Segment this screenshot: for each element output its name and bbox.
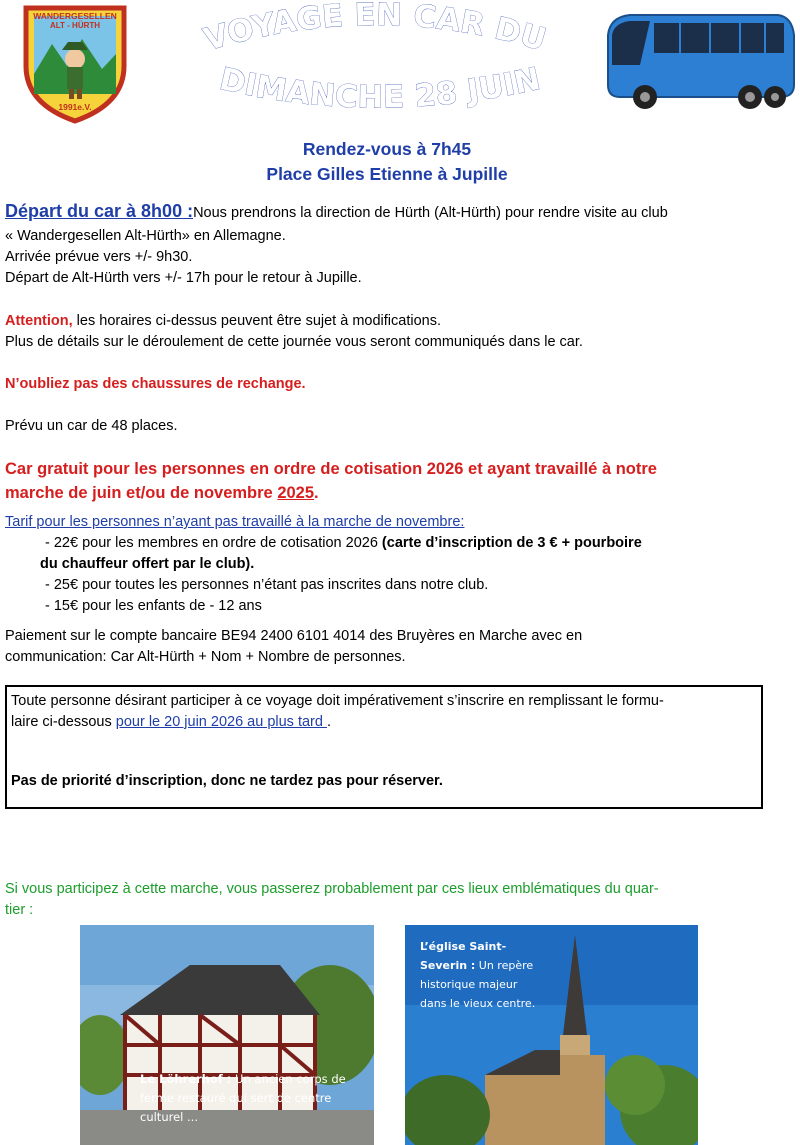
page-title-graphic [160, 0, 590, 115]
attention-label: Attention, [5, 313, 73, 329]
places-intro-1: Si vous participez à cette marche, vous passerez probablement par ces lieux emblématiques du quar- [5, 881, 659, 897]
title-line-2: DIMANCHE 28 JUIN [216, 60, 544, 115]
saint-severin-name-1: L’église Saint- [420, 940, 507, 953]
payment-line-2: communication: Car Alt-Hürth + Nom + Nombre de personnes. [5, 649, 406, 665]
saint-severin-desc-2: historique majeur [420, 978, 518, 991]
tariff-item-1-text: - 22€ pour les membres en ordre de cotisation 2026 [45, 535, 382, 551]
saint-severin-name-2: Severin : [420, 959, 476, 972]
tariff-item-1-bold-2: du chauffeur offert par le club). [40, 556, 255, 572]
attention-text-2: Plus de détails sur le déroulement de cette journée vous seront communiqués dans le car. [5, 334, 583, 350]
places-intro-2: tier : [5, 902, 34, 918]
tariff-item-3: - 15€ pour les enfants de - 12 ans [45, 598, 262, 614]
registration-line-1: Toute personne désirant participer à ce voyage doit impérativement s’inscrire en remplissant le formu- [11, 693, 664, 709]
priority-note: Pas de priorité d’inscription, donc ne tardez pas pour réserver. [11, 773, 443, 789]
attention-text-1: les horaires ci-dessus peuvent être sujet à modifications. [72, 313, 441, 329]
saint-severin-photo [405, 925, 698, 1145]
lohrerhof-desc-2: ferme restauré qui sert de centre [140, 1091, 332, 1105]
attention-line-1 [5, 311, 441, 332]
lohrerhof-caption [140, 1070, 370, 1127]
lohrerhof-desc-3: culturel ... [140, 1110, 198, 1124]
logo-year: 1991e.V. [58, 102, 92, 112]
payment-line-1: Paiement sur le compte bancaire BE94 2400 6101 4014 des Bruyères en Marche avec en [5, 628, 583, 644]
lohrerhof-desc-1: Un ancien corps de [231, 1072, 346, 1086]
title-line-1: VOYAGE EN CAR DU [199, 0, 551, 59]
svg-text:DIMANCHE 28 JUIN [216, 61, 543, 115]
tariff-item-1-bold: (carte d’inscription de 3 € + pourboire [381, 535, 642, 551]
logo-top-text: WANDERGESELLEN [33, 11, 117, 21]
registration-box [5, 685, 763, 809]
lohrerhof-name: Le Löhrerhof : [140, 1072, 232, 1086]
registration-line-2-prefix: laire ci-dessous [11, 714, 116, 730]
tariff-heading: Tarif pour les personnes n’ayant pas travaillé à la marche de novembre: [5, 514, 465, 530]
arrival-text: Arrivée prévue vers +/- 9h30. [5, 249, 193, 265]
departure-line-1 [5, 201, 668, 224]
seats-note: Prévu un car de 48 places. [5, 418, 178, 434]
free-bus-line-1: Car gratuit pour les personnes en ordre de cotisation 2026 et ayant travaillé à notre [5, 460, 657, 478]
registration-deadline-link[interactable]: pour le 20 juin 2026 au plus tard [115, 714, 327, 730]
club-logo [22, 4, 128, 124]
free-bus-year: 2025 [277, 484, 315, 502]
registration-line-2-suffix: . [326, 714, 332, 730]
departure-label: Départ du car à 8h00 : [5, 201, 194, 221]
lohrerhof-photo [80, 925, 374, 1145]
free-bus-line-2 [5, 481, 319, 505]
tariff-item-2: - 25€ pour toutes les personnes n’étant pas inscrites dans notre club. [45, 577, 489, 593]
registration-line-2 [11, 712, 331, 733]
return-text: Départ de Alt-Hürth vers +/- 17h pour le retour à Jupille. [5, 270, 362, 286]
saint-severin-desc-3: dans le vieux centre. [420, 997, 536, 1010]
meeting-place: Place Gilles Etienne à Jupille [266, 164, 508, 184]
departure-text-2: « Wandergesellen Alt-Hürth» en Allemagne. [5, 228, 286, 244]
tariff-item-1 [45, 533, 642, 554]
shoes-note: N’oubliez pas des chaussures de rechange. [5, 376, 306, 392]
svg-text:VOYAGE EN CAR DU [200, 0, 550, 58]
saint-severin-desc-1: Un repère [475, 959, 534, 972]
saint-severin-caption [420, 937, 570, 1013]
bus-illustration [600, 5, 798, 120]
meeting-time: Rendez-vous à 7h45 [302, 139, 472, 159]
free-bus-line-2-prefix: marche de juin et/ou de novembre [5, 484, 278, 502]
free-bus-line-2-suffix: . [314, 484, 319, 502]
logo-sub-text: ALT - HÜRTH [49, 21, 101, 30]
departure-text-1: Nous prendrons la direction de Hürth (Alt-Hürth) pour rendre visite au club [193, 205, 668, 221]
